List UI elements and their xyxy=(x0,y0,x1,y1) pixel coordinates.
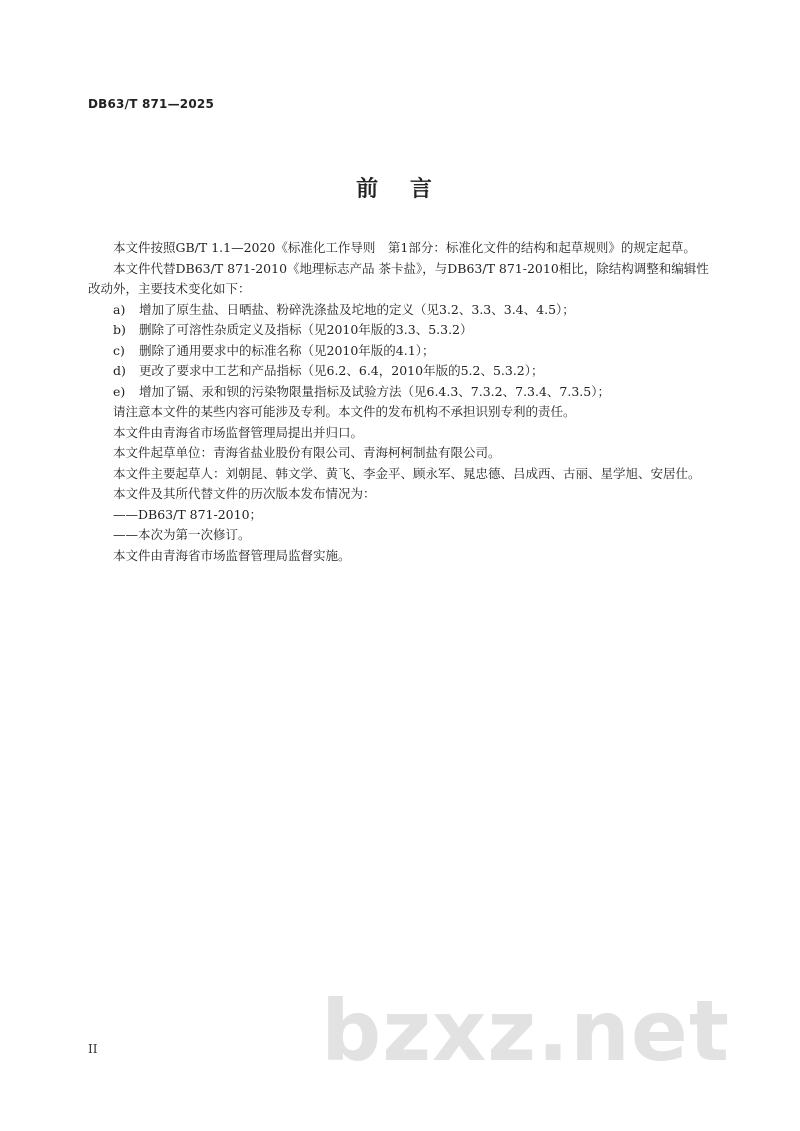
list-item-text: 删除了通用要求中的标准名称（见2010年版的4.1）； xyxy=(139,342,435,358)
list-item xyxy=(88,361,712,382)
paragraph-patent-notice: 请注意本文件的某些内容可能涉及专利。本文件的发布机构不承担识别专利的责任。 xyxy=(113,404,576,419)
history-item: ——DB63/T 871-2010； xyxy=(113,506,263,522)
watermark: bzxz.net xyxy=(321,982,730,1080)
paragraph-history-intro: 本文件及其所代替文件的历次版本发布情况为： xyxy=(113,486,376,501)
paragraph-drafting-units: 本文件起草单位：青海省盐业股份有限公司、青海柯柯制盐有限公司。 xyxy=(113,445,501,460)
paragraph-replacement: 本文件代替DB63/T 871-2010《地理标志产品 茶卡盐》，与DB63/T 871-2010相比，除结构调整和编辑性改动外，主要技术变化如下： xyxy=(88,260,709,296)
page-number: II xyxy=(88,1042,98,1056)
list-item-text: 增加了镉、汞和钡的污染物限量指标及试验方法（见6.4.3、7.3.2、7.3.4、7.3.5）； xyxy=(139,383,610,399)
page-title: 前 言 xyxy=(356,177,444,202)
list-item-text: 更改了要求中工艺和产品指标（见6.2、6.4，2010年版的5.2、5.3.2）； xyxy=(139,363,544,378)
list-item xyxy=(88,341,712,362)
history-item: ——本次为第一次修订。 xyxy=(113,527,251,542)
paragraph-proposer: 本文件由青海省市场监督管理局提出并归口。 xyxy=(113,424,364,440)
document-code: DB63/T 871—2025 xyxy=(88,97,214,111)
list-item-text: 删除了可溶性杂质定义及指标（见2010年版的3.3、5.3.2） xyxy=(139,322,473,337)
list-marker: c) xyxy=(113,342,125,358)
list-marker: d) xyxy=(113,363,126,378)
list-marker: b) xyxy=(113,322,126,337)
paragraph-drafting-basis: 本文件按照GB/T 1.1—2020《标准化工作导则 第1部分：标准化文件的结构和起草规则》的规定起草。 xyxy=(113,240,696,255)
paragraph-drafters: 本文件主要起草人：刘朝昆、韩文学、黄飞、李金平、顾永军、晁忠德、吕成西、古丽、星学旭、安居仕。 xyxy=(113,465,701,481)
list-item xyxy=(88,382,712,403)
foreword-body xyxy=(88,238,712,566)
list-marker: a) xyxy=(113,301,126,317)
list-item-text: 增加了原生盐、日晒盐、粉碎洗涤盐及坨地的定义（见3.2、3.3、3.4、4.5）； xyxy=(139,301,575,317)
list-marker: e) xyxy=(113,383,126,399)
list-item xyxy=(88,320,712,341)
paragraph-supervision: 本文件由青海省市场监督管理局监督实施。 xyxy=(113,547,351,563)
list-item xyxy=(88,300,712,321)
